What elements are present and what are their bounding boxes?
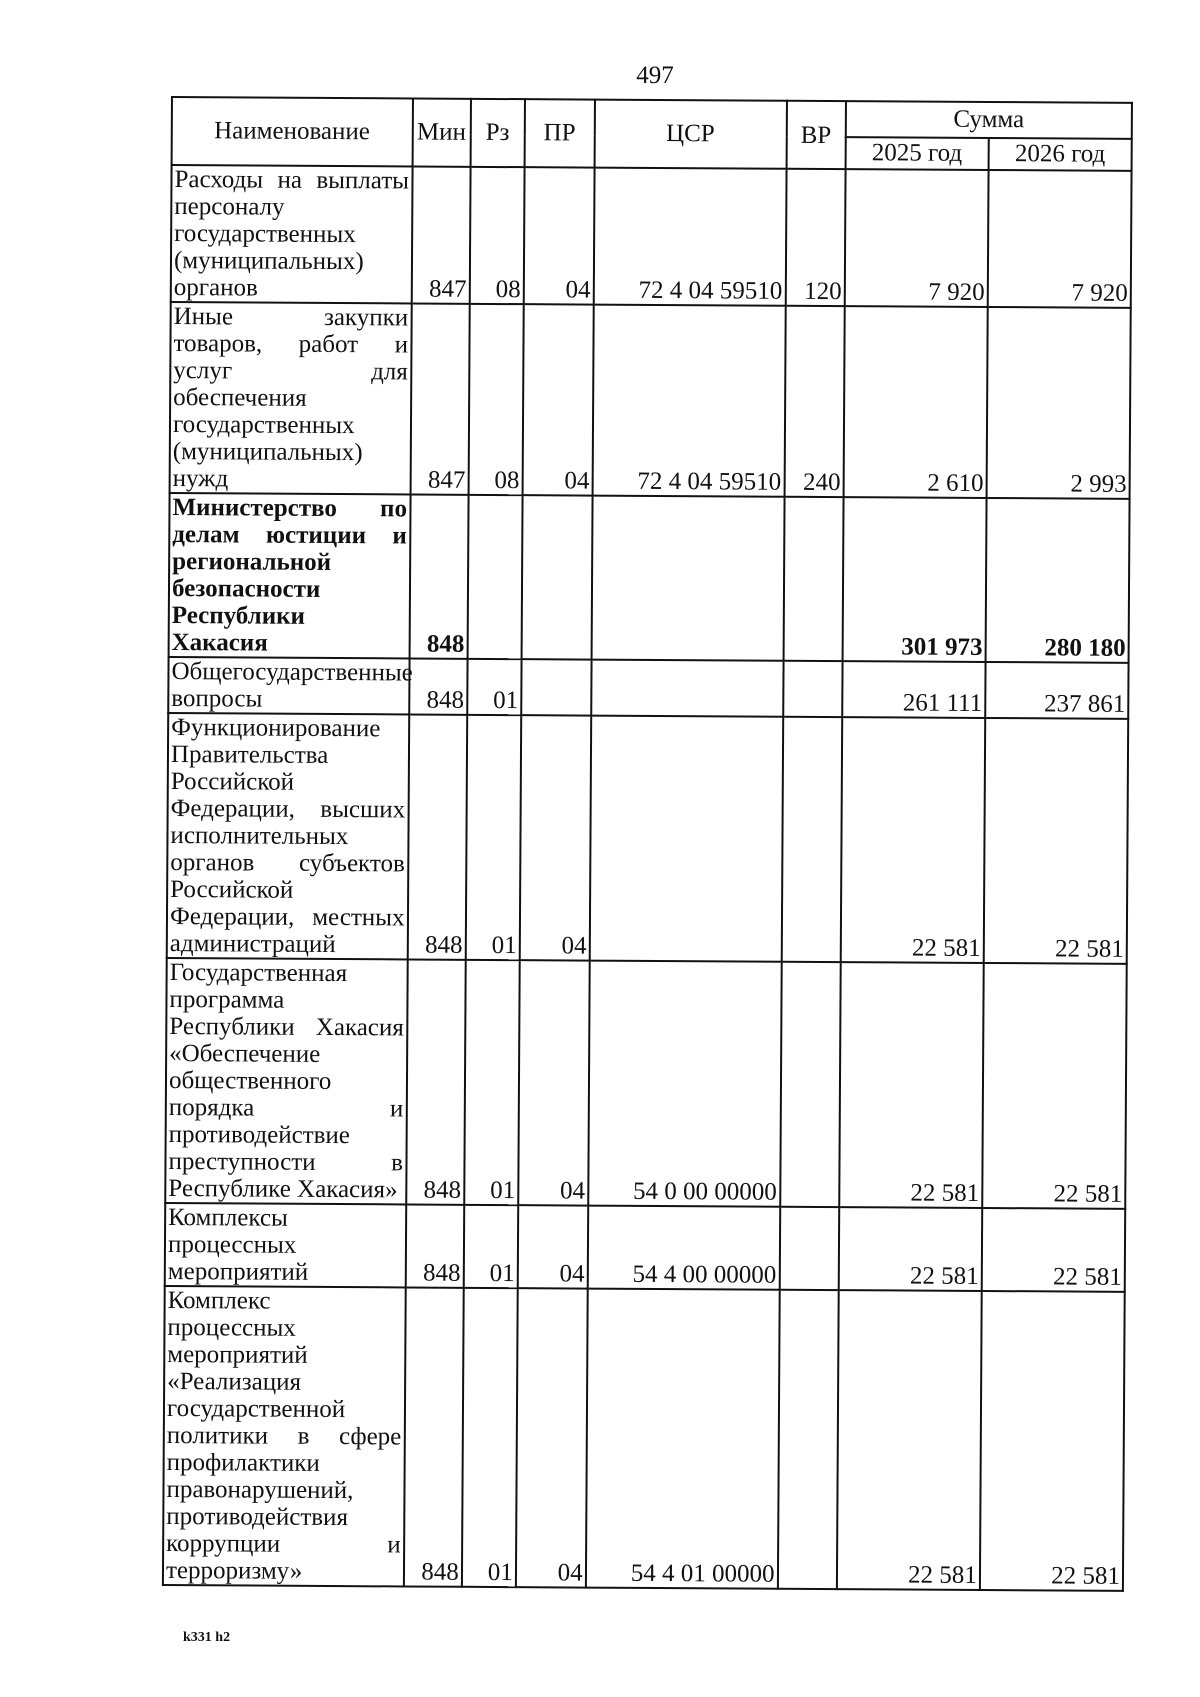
row-min: 848: [406, 959, 466, 1204]
row-sum-2025: 7 920: [845, 169, 989, 307]
table-row: [165, 958, 1126, 1209]
row-sum-2025: 22 581: [839, 962, 984, 1208]
row-csr: 54 4 01 00000: [586, 1289, 780, 1589]
table-row: [168, 657, 1128, 719]
row-pr: 04: [518, 960, 589, 1205]
row-vr: [783, 661, 843, 717]
row-name: Расходы на выплаты персоналу государственных (муниципальных) органов: [171, 165, 412, 303]
header-year-2025: 2025 год: [845, 137, 988, 170]
header-name: Наименование: [172, 97, 413, 166]
row-sum-2026: 2 993: [986, 307, 1130, 499]
table-row: [170, 302, 1131, 499]
header-vr: ВР: [786, 101, 846, 169]
row-min: 848: [405, 1204, 464, 1287]
row-sum-2026: 280 180: [985, 498, 1129, 663]
header-sum: Сумма: [846, 101, 1132, 139]
budget-table: [162, 96, 1133, 1592]
row-csr: 72 4 04 59510: [592, 305, 785, 497]
row-name: Министерство по делам юстиции и региональной безопасности Республики Хакасия: [169, 493, 411, 658]
row-sum-2025: 261 111: [842, 661, 985, 718]
row-name: Государственная программа Республики Хакасия «Обеспечение общественного порядка и противодействие преступности в Республике Хакасия»: [165, 958, 407, 1204]
row-rz: 08: [470, 167, 525, 304]
row-rz: 01: [464, 960, 520, 1205]
row-vr: [780, 962, 841, 1207]
row-sum-2026: 7 920: [988, 170, 1132, 308]
row-sum-2026: 22 581: [984, 718, 1129, 964]
row-name: Комплексы процессных мероприятий: [165, 1203, 406, 1287]
row-name: Функционирование Правительства Российской Федерации, высших исполнительных органов субъектов Российской Федерации, местных администраций: [167, 713, 409, 959]
row-vr: [779, 1207, 839, 1290]
header-pr: ПР: [524, 99, 594, 167]
row-csr: [591, 496, 784, 661]
page-number: 497: [636, 62, 674, 89]
row-vr: 240: [784, 306, 844, 497]
row-rz: 01: [467, 659, 521, 715]
row-sum-2025: 22 581: [839, 1207, 983, 1291]
row-sum-2026: 22 581: [980, 1291, 1125, 1591]
row-min: 848: [409, 658, 468, 714]
table-row: [169, 493, 1130, 663]
row-csr: [589, 716, 782, 962]
row-rz: [467, 495, 522, 659]
row-min: 847: [410, 303, 469, 494]
row-vr: [783, 497, 843, 661]
row-pr: 04: [522, 304, 593, 495]
row-rz: 01: [464, 1205, 519, 1288]
header-year-2026: 2026 год: [988, 138, 1131, 171]
row-sum-2026: 22 581: [982, 1208, 1126, 1292]
row-min: 848: [409, 494, 468, 658]
footer-code: k331 h2: [183, 1630, 231, 1645]
row-sum-2025: 22 581: [837, 1290, 982, 1590]
row-min: 848: [407, 714, 467, 959]
row-csr: 54 0 00 00000: [588, 961, 781, 1207]
row-name: Общегосударственные вопросы: [168, 657, 409, 714]
row-rz: 08: [468, 304, 523, 495]
row-csr: 72 4 04 59510: [593, 168, 786, 306]
table-row: [165, 1203, 1125, 1292]
row-sum-2025: 22 581: [841, 717, 986, 963]
row-pr: [521, 495, 592, 659]
row-pr: 04: [518, 1205, 588, 1288]
row-vr: 120: [785, 169, 845, 306]
row-pr: 04: [520, 715, 591, 960]
table-row: [167, 713, 1128, 964]
row-sum-2025: 2 610: [843, 306, 987, 498]
row-pr: 04: [524, 167, 595, 304]
header-rz: Рз: [470, 99, 524, 167]
row-name: Комплекс процессных мероприятий «Реализация государственной политики в сфере профилактики правонарушений, противодействия коррупции и терроризму»: [163, 1286, 405, 1586]
row-pr: [521, 659, 591, 715]
row-name: Иные закупки товаров, работ и услуг для обеспечения государственных (муниципальных) нужд: [170, 302, 412, 494]
header-csr: ЦСР: [594, 100, 786, 169]
row-min: 847: [411, 166, 470, 303]
table-header: [172, 97, 1132, 171]
row-rz: 01: [462, 1288, 518, 1587]
table-row: [171, 165, 1132, 308]
row-min: 848: [403, 1287, 463, 1586]
row-rz: 01: [466, 715, 522, 960]
table-row: [163, 1286, 1125, 1591]
row-csr: [591, 660, 783, 717]
row-pr: 04: [516, 1288, 588, 1587]
row-sum-2026: 22 581: [982, 963, 1127, 1209]
row-sum-2025: 301 973: [842, 497, 986, 662]
row-vr: [781, 717, 842, 962]
row-vr: [777, 1290, 838, 1589]
row-csr: 54 4 00 00000: [587, 1206, 779, 1290]
row-sum-2026: 237 861: [985, 662, 1128, 719]
header-min: Мин: [412, 98, 471, 166]
